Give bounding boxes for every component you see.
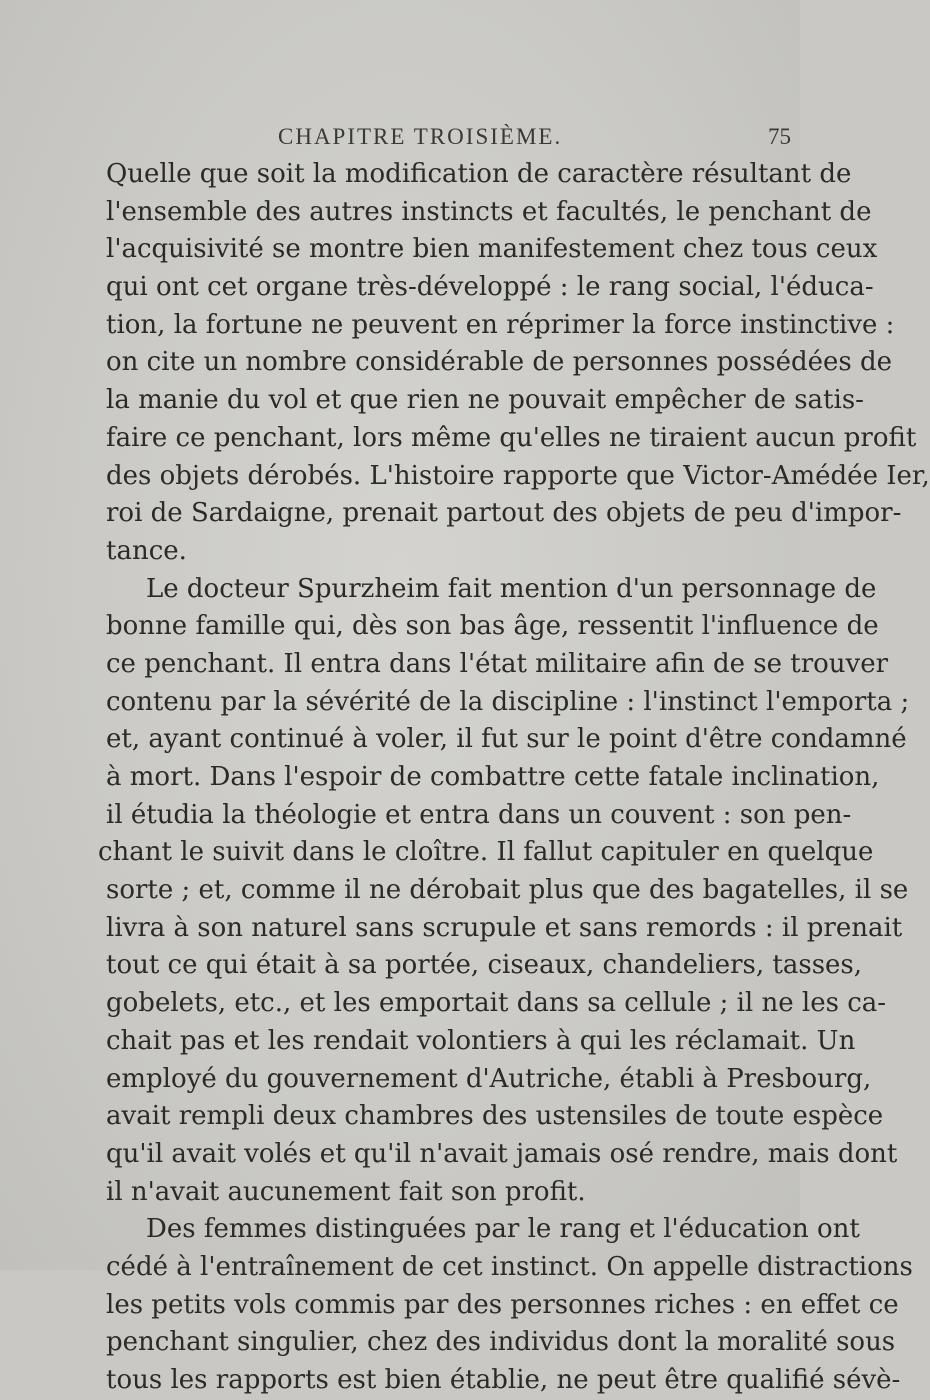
paragraph-end-line: tance. [106,535,187,566]
text-line: cédé à l'entraînement de cet instinct. On appelle distractions [106,1251,913,1282]
text-line: Quelle que soit la modification de caractère résultant de [106,159,852,189]
text-line: à mort. Dans l'espoir de combattre cette fatale inclination, [106,762,880,792]
text-line: qui ont cet organe très-développé : le rang social, l'éduca- [106,272,874,303]
running-title: CHAPITRE TROISIÈME. [278,124,563,149]
text-line: ce penchant. Il entra dans l'état militaire afin de se trouver [106,648,889,679]
page-header [0,124,800,158]
text-line: penchant singulier, chez des individus dont la moralité sous [106,1327,896,1358]
text-line: bonne famille qui, dès son bas âge, ressentit l'influence de [106,611,879,642]
text-line: gobelets, etc., et les emportait dans sa cellule ; il ne les ca- [106,988,887,1019]
text-line: livra à son naturel sans scrupule et sans remords : il prenait [106,912,903,943]
page-number: 75 [768,124,791,149]
body-text [98,156,930,1400]
text-line: tout ce qui était à sa portée, ciseaux, chandeliers, tasses, [106,950,863,981]
text-line: employé du gouvernement d'Autriche, établi à Presbourg, [106,1063,872,1094]
text-line: chait pas et les rendait volontiers à qui les réclamait. Un [106,1025,856,1056]
paragraph-start-line: Des femmes distinguées par le rang et l'éducation ont [146,1214,860,1245]
text-line: l'acquisivité se montre bien manifestement chez tous ceux [106,234,878,265]
text-line: tion, la fortune ne peuvent en réprimer la force instinctive : [106,309,895,340]
text-line: faire ce penchant, lors même qu'elles ne tiraient aucun profit [106,422,917,453]
text-line: l'ensemble des autres instincts et facultés, le penchant de [106,196,872,227]
text-line: on cite un nombre considérable de personnes possédées de [106,347,893,378]
text-line: la manie du vol et que rien ne pouvait empêcher de satis- [106,385,864,416]
text-line: qu'il avait volés et qu'il n'avait jamais osé rendre, mais dont [106,1138,898,1169]
text-line: et, ayant continué à voler, il fut sur le point d'être condamné [106,724,907,755]
text-line: avait rempli deux chambres des ustensiles de toute espèce [106,1101,884,1132]
paragraph-end-line: il n'avait aucunement fait son profit. [106,1176,586,1207]
text-line: des objets dérobés. L'histoire rapporte que Victor-Amédée Ier, [106,460,930,491]
text-line: il étudia la théologie et entra dans un couvent : son pen- [106,799,852,830]
text-line: les petits vols commis par des personnes riches : en effet ce [106,1289,899,1320]
text-line: contenu par la sévérité de la discipline : l'instinct l'emporta ; [106,686,910,717]
text-line: tous les rapports est bien établie, ne peut être qualifié sévè- [106,1365,901,1395]
paragraph-start-line: Le docteur Spurzheim fait mention d'un personnage de [146,573,877,604]
text-line: sorte ; et, comme il ne dérobait plus que des bagatelles, il se [106,875,909,906]
text-line: roi de Sardaigne, prenait partout des objets de peu d'impor- [106,498,902,529]
text-line: chant le suivit dans le cloître. Il fallut capituler en quelque [98,837,874,868]
